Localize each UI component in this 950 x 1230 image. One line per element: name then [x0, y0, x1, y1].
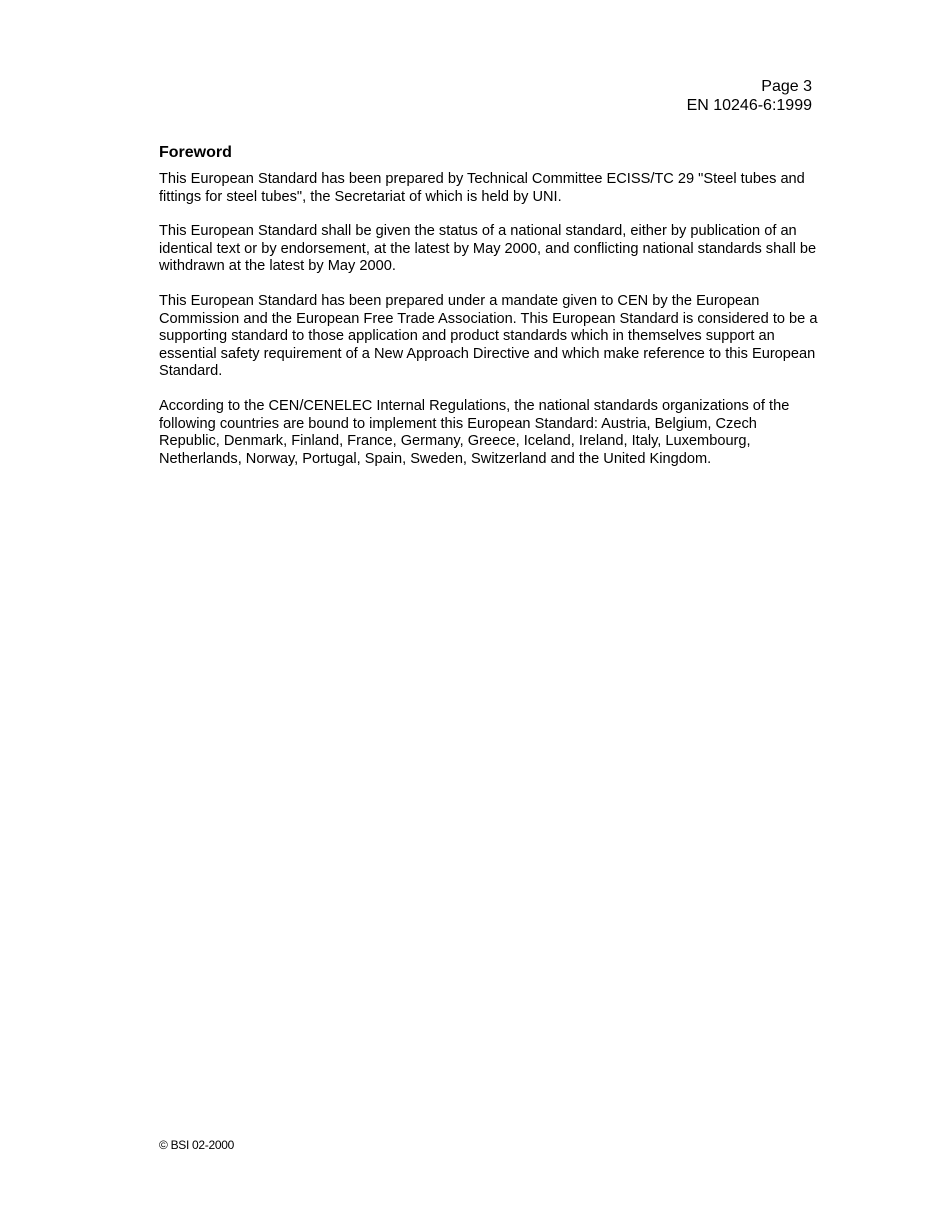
foreword-paragraph-4: According to the CEN/CENELEC Internal Regulations, the national standards organizations of the following countries are bound to implement this European Standard: Austria, Belgium, Czech Republic, Denmark, Finland, France, Germany, Greece, Iceland, Ireland, Italy, Luxembourg, Netherlands, Norway, Portugal, Spain, Sweden, Switzerland and the United Kingdom. [159, 397, 790, 467]
copyright-footer: © BSI 02-2000 [159, 1138, 234, 1152]
standard-id: EN 10246-6:1999 [686, 97, 812, 114]
foreword-title: Foreword [159, 144, 232, 161]
page-number: Page 3 [761, 78, 812, 95]
foreword-paragraph-3: This European Standard has been prepared under a mandate given to CEN by the European Commission and the European Free Trade Association. This European Standard is considered to be a supporting standard to those application and product standards which in themselves support an essential safety requirement of a New Approach Directive and which make reference to this European Standard. [159, 292, 818, 380]
foreword-paragraph-2: This European Standard shall be given the status of a national standard, either by publication of an identical text or by endorsement, at the latest by May 2000, and conflicting national standards shall be withdrawn at the latest by May 2000. [159, 223, 817, 275]
page-header [687, 77, 812, 115]
foreword-paragraph-1: This European Standard has been prepared by Technical Committee ECISS/TC 29 "Steel tubes and fittings for steel tubes", the Secretariat of which is held by UNI. [159, 171, 805, 205]
foreword-section [159, 143, 819, 485]
